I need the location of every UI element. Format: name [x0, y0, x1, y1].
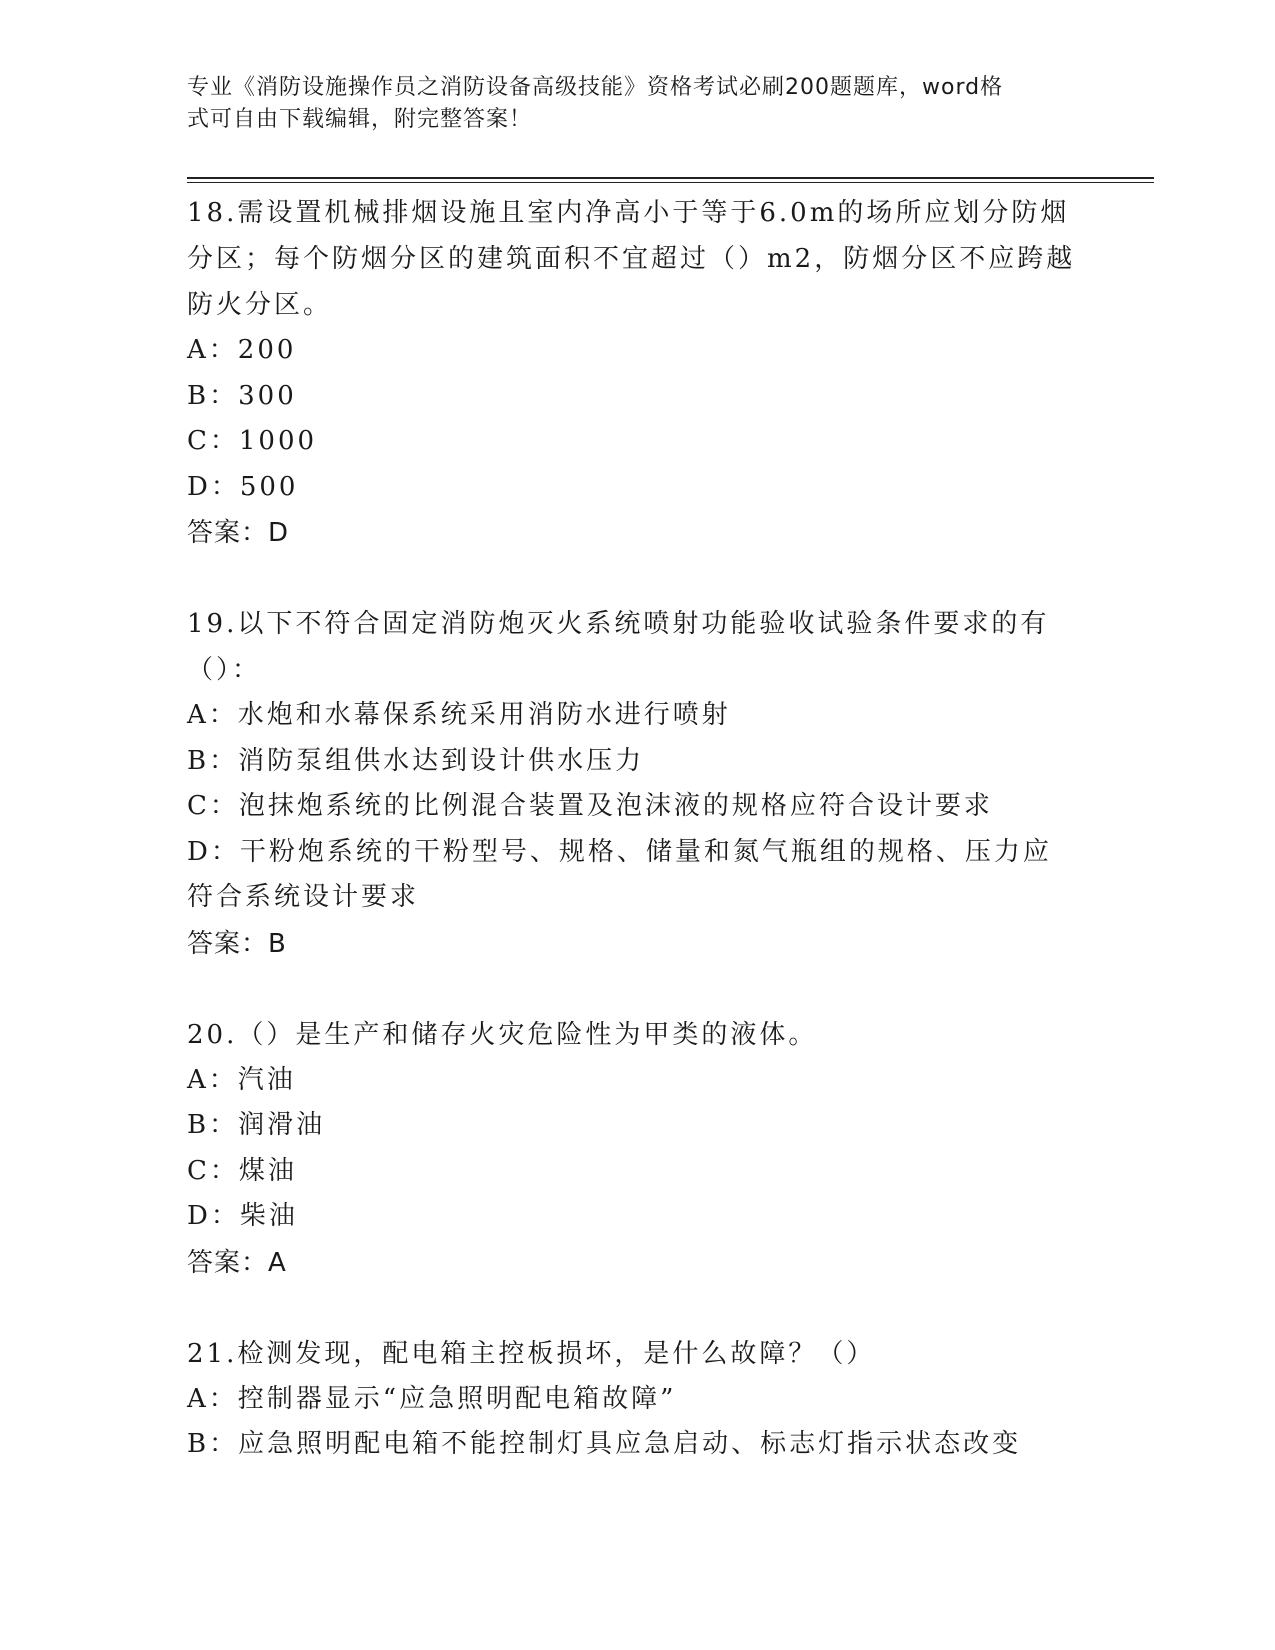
option-c: C：煤油 — [187, 1155, 297, 1186]
option-d: D：500 — [187, 471, 299, 502]
header-divider-thick — [187, 177, 1154, 179]
option-b: B：应急照明配电箱不能控制灯具应急启动、标志灯指示状态改变 — [187, 1429, 1022, 1459]
question-text: 19.以下不符合固定消防炮灭火系统喷射功能验收试验条件要求的有（）： — [187, 609, 1050, 685]
answer: 答案：A — [187, 1247, 287, 1278]
option-b: B：润滑油 — [187, 1110, 326, 1140]
option-b: B：消防泵组供水达到设计供水压力 — [187, 745, 645, 776]
question-20 — [187, 1012, 1077, 1286]
answer: 答案：D — [187, 518, 290, 548]
question-21 — [187, 1331, 1077, 1468]
option-b: B：300 — [187, 380, 297, 411]
option-d: D：干粉炮系统的干粉型号、规格、储量和氮气瓶组的规格、压力应符合系统设计要求 — [187, 836, 1052, 912]
option-c: C：泡抹炮系统的比例混合装置及泡沫液的规格应符合设计要求 — [187, 791, 993, 821]
question-19 — [187, 601, 1077, 967]
option-a: A：200 — [187, 335, 297, 365]
answer: 答案：B — [187, 928, 287, 959]
question-text: 21.检测发现，配电箱主控板损坏，是什么故障？（） — [187, 1338, 876, 1369]
question-18 — [187, 190, 1077, 556]
question-text: 20.（）是生产和储存火灾危险性为甲类的液体。 — [187, 1019, 818, 1050]
header-line-2: 式可自由下载编辑，附完整答案！ — [187, 107, 533, 132]
option-d: D：柴油 — [187, 1201, 298, 1231]
document-header — [187, 72, 1087, 136]
header-divider-thin — [187, 182, 1154, 183]
option-a: A：控制器显示“应急照明配电箱故障” — [187, 1383, 677, 1414]
question-list — [187, 190, 1077, 1468]
option-a: A：汽油 — [187, 1064, 296, 1095]
option-c: C：1000 — [187, 426, 318, 456]
option-a: A：水炮和水幕保系统采用消防水进行喷射 — [187, 700, 731, 730]
header-line-1: 专业《消防设施操作员之消防设备高级技能》资格考试必刷200题题库，word格 — [187, 75, 1004, 100]
question-text: 18.需设置机械排烟设施且室内净高小于等于6.0m的场所应划分防烟分区；每个防烟分区的建筑面积不宜超过（）m2，防烟分区不应跨越防火分区。 — [187, 198, 1076, 320]
